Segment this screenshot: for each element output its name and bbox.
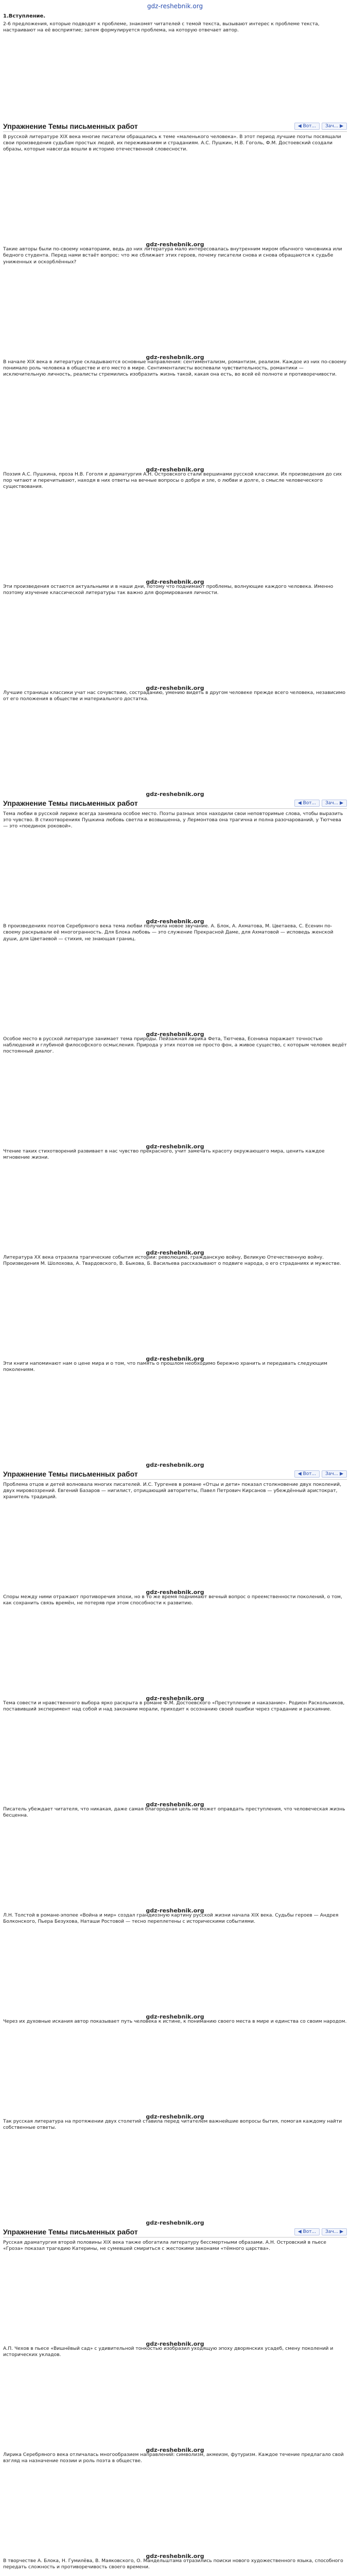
watermark: gdz-reshebnik.org (146, 1249, 204, 1256)
paragraph: В начале XIX века в литературе складываются основные направления: сентиментализм, романтизм, реализм. Каждое из них по-своему понимало роль человека в обществе и его место в мире. Сентименталисты воспевали чувствительность, романтики — исключительную личность, реалисты стремились изобразить жизнь такой, какая она есть, во всей её полноте и противоречивости. (3, 359, 346, 377)
paragraph: Русская драматургия второй половины XIX века также обогатила литературу бессмертными образами. А.Н. Островский в пьесе «Гроза» показал трагедию Катерины, не сумевшей смириться с жестокими законами «тёмного царства». (3, 2240, 326, 2252)
prev-button[interactable]: ◀ Вот... (294, 2228, 320, 2235)
watermark: gdz-reshebnik.org (146, 578, 204, 585)
paragraph: В творчестве А. Блока, Н. Гумилёва, В. Маяковского, О. Мандельштама отразились поиски нового художественного языка, способного передать сложность и противоречивость своего времени. (3, 2558, 343, 2570)
paragraph: Споры между ними отражают противоречия эпохи, но в то же время поднимают вечный вопрос о преемственности поколений, о том, как сохранить связь времён, не потеряв при этом способности к развитию. (3, 1594, 342, 1606)
watermark: gdz-reshebnik.org (146, 2113, 204, 2121)
paragraph: Такие авторы были по-своему новаторами, ведь до них литература мало интересовалась внутренним миром обычного чиновника или бедного студента. Перед нами встаёт вопрос: что же сближает этих героев, почему писатели снова и снова обращаются к судьбе униженных и оскорблённых? (3, 246, 342, 265)
section-title: Упражнение Темы письменных работ (3, 122, 138, 131)
paragraph: Чтение таких стихотворений развивает в нас чувство прекрасного, учит замечать красоту окружающего мира, ценить каждое мгновение жизни. (3, 1148, 325, 1160)
watermark: gdz-reshebnik.org (146, 2013, 204, 2021)
section-title: Упражнение Темы письменных работ (3, 799, 138, 808)
section (3, 1470, 347, 2225)
paragraph: Л.Н. Толстой в романе-эпопее «Война и мир» создал грандиозную картину русской жизни начала XIX века. Судьбы героев — Андрея Болконского, Пьера Безухова, Наташи Ростовой — тесно переплетены с историческими событиями. (3, 1912, 339, 1925)
watermark: gdz-reshebnik.org (146, 353, 204, 361)
paragraph: Эти произведения остаются актуальными и в наши дни, потому что поднимают проблемы, волнующие каждого человека. Именно поэтому изучение классической литературы так важно для формирования личности. (3, 583, 334, 596)
section-header (3, 2228, 347, 2238)
section-nav (294, 1470, 347, 1478)
paragraph: В русской литературе XIX века многие писатели обращались к теме «маленького человека». В этот период лучшие поэты посвящали свои произведения судьбам простых людей, их переживаниям и страданиям. А.С. Пушкин, Н.В. Гоголь, Ф.М. Достоевский создали образы, которые навсегда вошли в историю отечественной словесности. (3, 134, 341, 152)
paragraph: А.П. Чехов в пьесе «Вишнёвый сад» с удивительной тонкостью изобразил уходящую эпоху дворянских усадеб, смену поколений и исторических укладов. (3, 2346, 334, 2358)
watermark: gdz-reshebnik.org (146, 1801, 204, 1808)
paragraph: Так русская литература на протяжении двух столетий ставила перед читателем важнейшие вопросы бытия, помогая каждому найти собственные ответы. (3, 2119, 342, 2131)
watermark-line (3, 1461, 347, 1467)
watermark: gdz-reshebnik.org (146, 1030, 204, 1038)
section-nav (294, 123, 347, 130)
watermark: gdz-reshebnik.org (146, 685, 204, 691)
paragraph: Через их духовные искания автор показывает путь человека к истине, к пониманию своего места в мире и единства со своим народом. (3, 2019, 347, 2025)
section-header (3, 122, 347, 132)
paragraph: Литература XX века отразила трагические события истории: революцию, гражданскую войну, Великую Отечественную войну. Произведения М. Шолохова, А. Твардовского, В. Быкова, Б. Васильева рассказывают о подвиге народа, о его страданиях и мужестве. (3, 1254, 341, 1266)
next-button[interactable]: Зач... ▶ (322, 123, 347, 130)
section (3, 122, 347, 796)
prev-button[interactable]: ◀ Вот... (294, 123, 320, 130)
watermark: gdz-reshebnik.org (146, 1355, 204, 1362)
prev-button[interactable]: ◀ Вот... (294, 800, 320, 807)
watermark: gdz-reshebnik.org (146, 2341, 204, 2348)
next-button[interactable]: Зач... ▶ (322, 800, 347, 807)
intro-text: 2-6 предложения, которые подводят к проблеме, знакомят читателей с темой текста, вызывают интерес к проблеме текста, настраивают на её восприятие; затем формулируется проблема, на которую отвечает автор. (3, 21, 320, 33)
watermark: gdz-reshebnik.org (146, 1143, 204, 1150)
paragraph: Эти книги напоминают нам о цене мира и о том, что память о прошлом необходимо бережно хранить и передавать следующим поколениям. (3, 1360, 327, 1372)
watermark: gdz-reshebnik.org (146, 241, 204, 248)
next-button[interactable]: Зач... ▶ (322, 1470, 347, 1478)
paragraph: Тема совести и нравственного выбора ярко раскрыта в романе Ф.М. Достоевского «Преступление и наказание». Родион Раскольников, поставивший эксперимент над собой и над законами морали, приходит к осознанию своей ошибки через страдание и раскаяние. (3, 1700, 345, 1713)
watermark: gdz-reshebnik.org (146, 466, 204, 473)
paragraph: Поэзия А.С. Пушкина, проза Н.В. Гоголя и драматургия А.Н. Островского стали вершинами русской классики. Их произведения до сих пор читают и перечитывают, находя в них ответы на вечные вопросы о добре и зле, о любви и долге, о смысле человеческого существования. (3, 471, 342, 490)
paragraph: Тема любви в русской лирике всегда занимала особое место. Поэты разных эпох находили свои неповторимые слова, чтобы выразить это чувство. В стихотворениях Пушкина любовь светла и возвышенна, у Лермонтова она трагична и полна разочарований, у Тютчева — это «поединок роковой». (3, 811, 343, 829)
watermark: gdz-reshebnik.org (146, 1695, 204, 1702)
section (3, 799, 347, 1467)
intro-title: 1.Вступление. (3, 13, 46, 19)
section (3, 2228, 347, 2576)
section-title: Упражнение Темы письменных работ (3, 2228, 138, 2236)
watermark-line (3, 2219, 347, 2225)
watermark: gdz-reshebnik.org (146, 791, 204, 798)
watermark-line (3, 790, 347, 796)
section-nav (294, 800, 347, 807)
section-header (3, 1470, 347, 1480)
watermark: gdz-reshebnik.org (146, 918, 204, 925)
paragraph: Лучшие страницы классики учат нас сочувствию, состраданию, умению видеть в другом человеке прежде всего человека, независимо от его положения в обществе и материального достатка. (3, 690, 346, 702)
site-header[interactable]: gdz-reshebnik.org (147, 3, 203, 10)
paragraph: Особое место в русской литературе занимает тема природы. Пейзажная лирика Фета, Тютчева, Есенина поражает точностью наблюдений и глубиной философского осмысления. Природа у этих поэтов не просто фон, а живое существо, с которым человек ведёт постоянный диалог. (3, 1036, 347, 1054)
prev-button[interactable]: ◀ Вот... (294, 1470, 320, 1478)
watermark: gdz-reshebnik.org (146, 2447, 204, 2454)
section-nav (294, 2228, 347, 2235)
watermark: gdz-reshebnik.org (146, 2219, 204, 2227)
paragraph: Писатель убеждает читателя, что никакая, даже самая благородная цель не может оправдать преступления, что человеческая жизнь бесценна. (3, 1806, 345, 1819)
watermark: gdz-reshebnik.org (146, 1461, 204, 1468)
section-header (3, 799, 347, 809)
paragraph: Проблема отцов и детей волновала многих писателей. И.С. Тургенев в романе «Отцы и дети» показал столкновение двух поколений, двух мировоззрений. Евгений Базаров — нигилист, отрицающий авторитеты, Павел Петрович Кирсанов — убеждённый аристократ, хранитель традиций. (3, 1481, 342, 1500)
paragraph: В произведениях поэтов Серебряного века тема любви получила новое звучание. А. Блок, А. Ахматова, М. Цветаева, С. Есенин по-своему раскрывали её многогранность. Для Блока любовь — это служение Прекрасной Даме, для Ахматовой — исповедь женской души, для Цветаевой — стихия, не знающая границ. (3, 923, 334, 942)
paragraph: Лирика Серебряного века отличалась многообразием направлений: символизм, акмеизм, футуризм. Каждое течение предлагало свой взгляд на назначение поэзии и роль поэта в обществе. (3, 2452, 344, 2464)
section-title: Упражнение Темы письменных работ (3, 1469, 138, 1478)
content-sections (3, 122, 347, 2576)
watermark: gdz-reshebnik.org (146, 1589, 204, 1596)
watermark: gdz-reshebnik.org (146, 2553, 204, 2560)
watermark: gdz-reshebnik.org (146, 1907, 204, 1914)
next-button[interactable]: Зач... ▶ (322, 2228, 347, 2235)
